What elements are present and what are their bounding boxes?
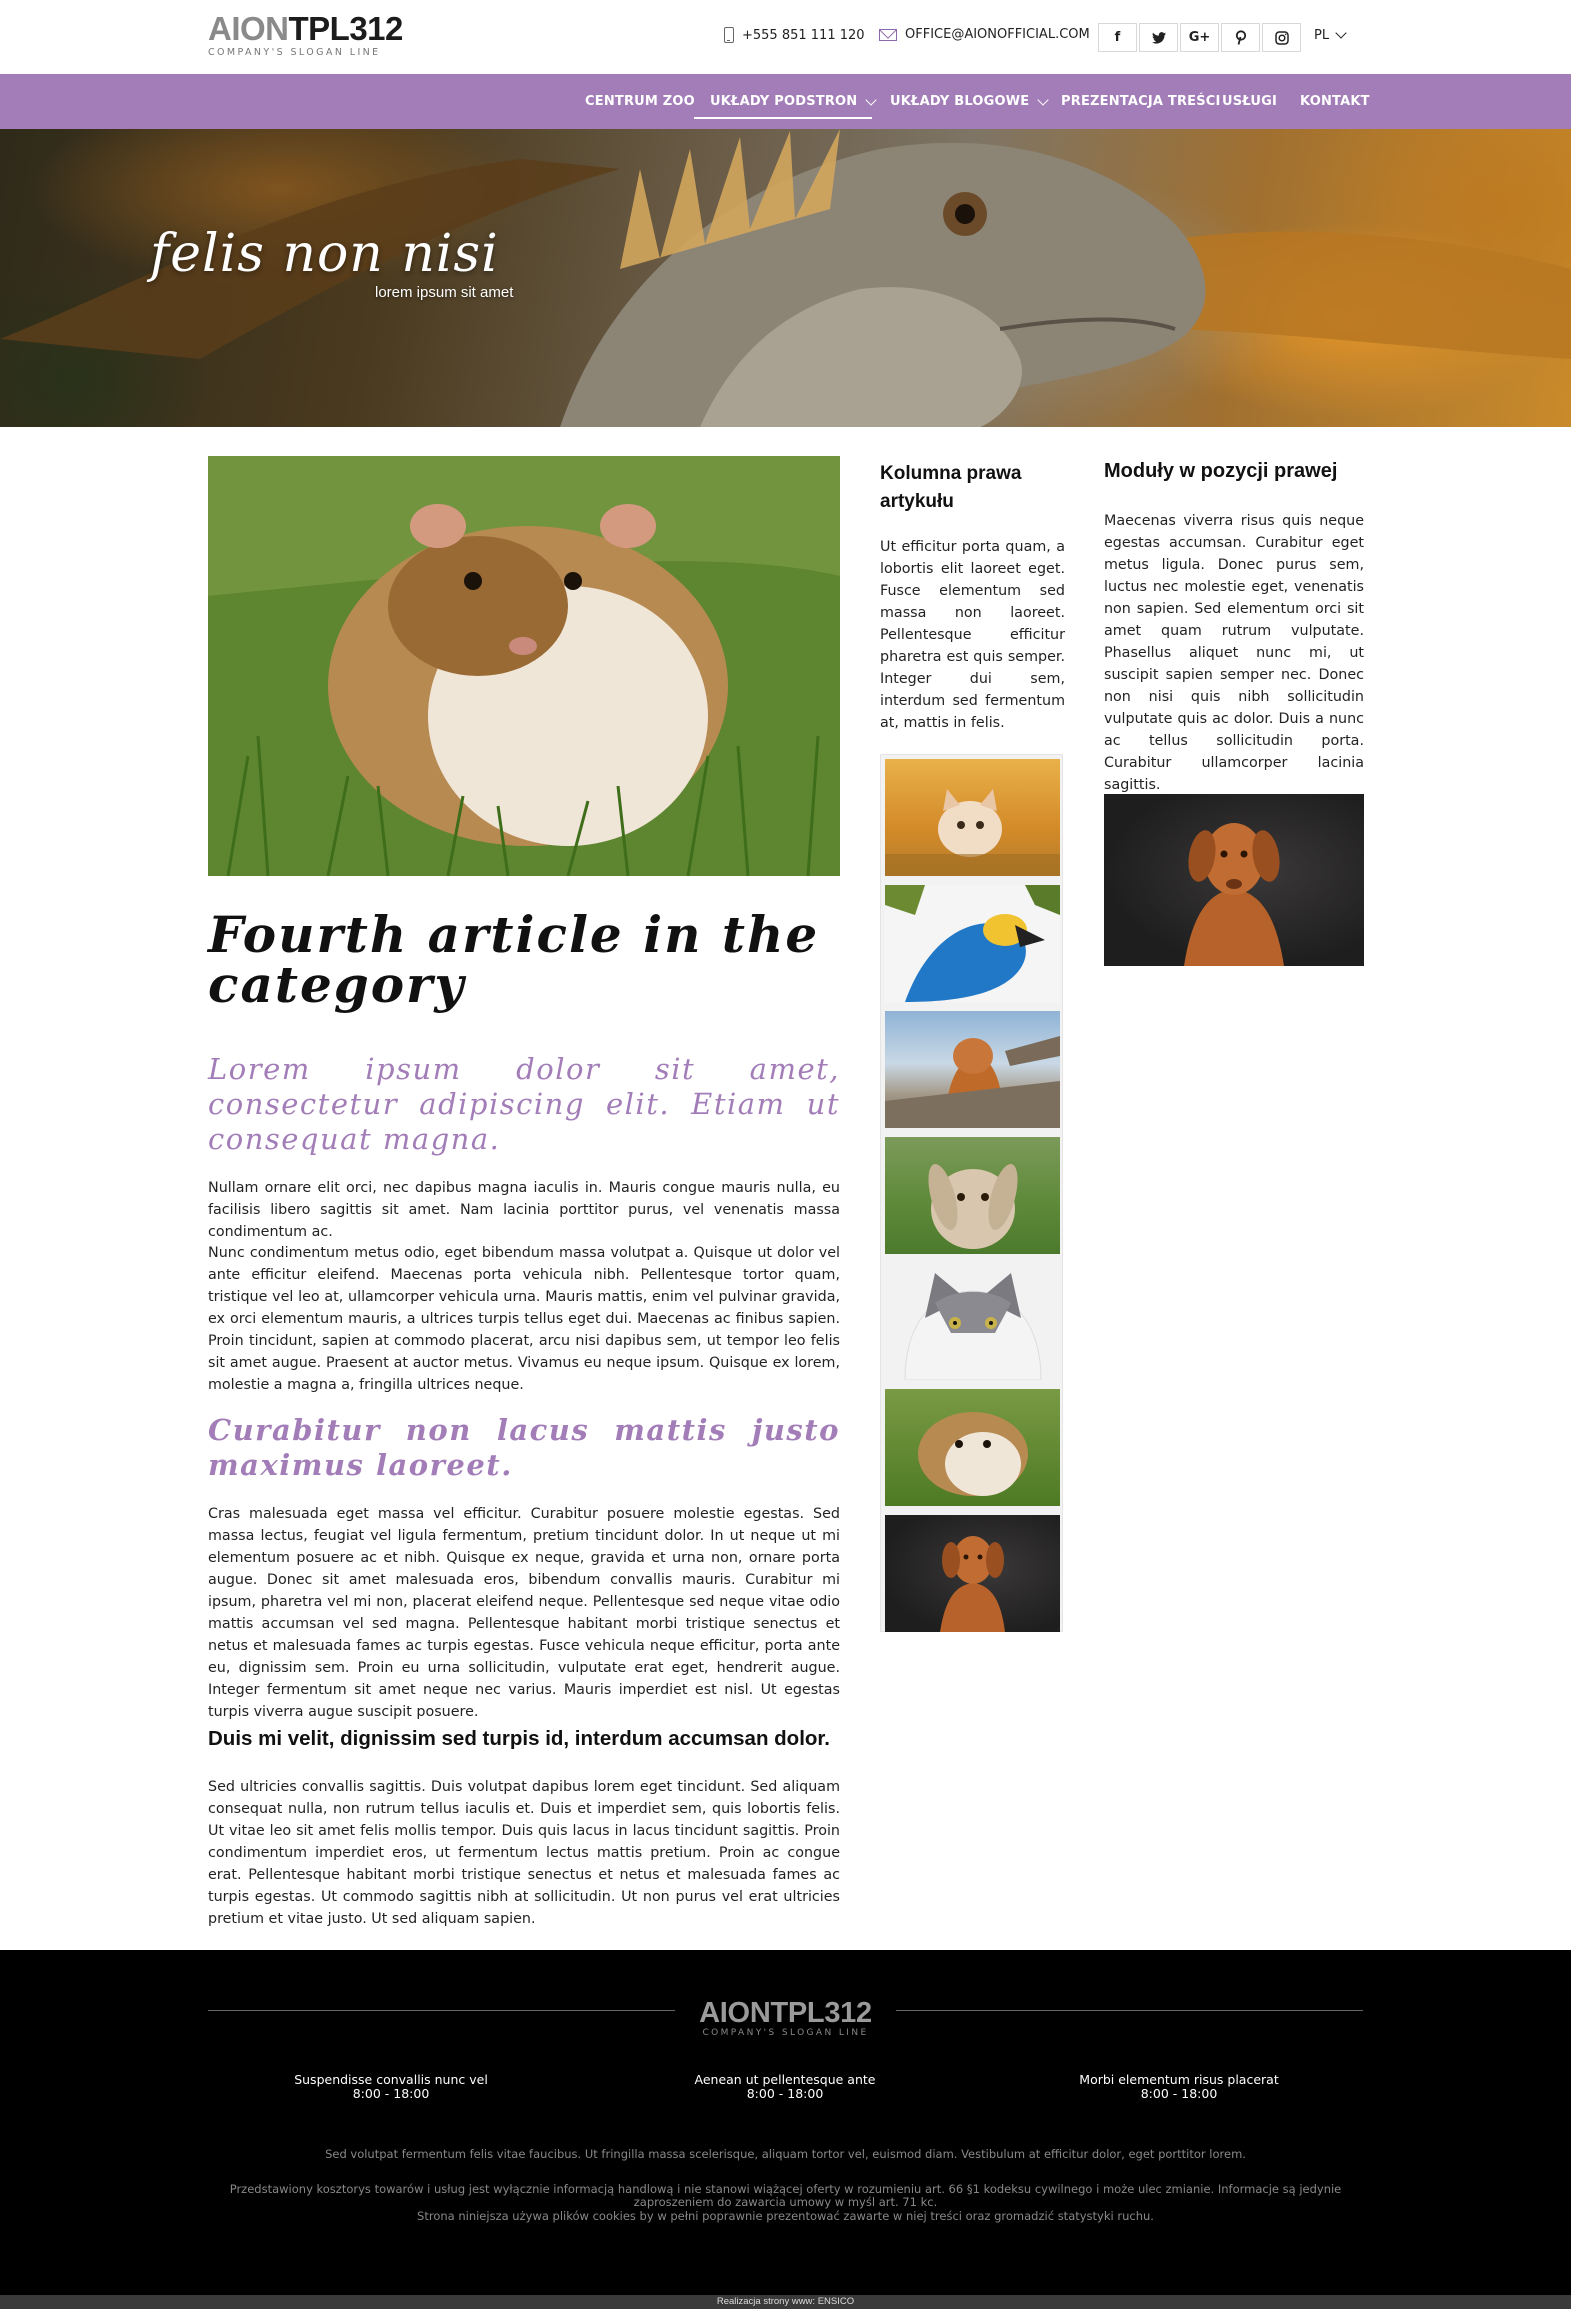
gallery-thumb-cat[interactable] — [885, 1263, 1060, 1380]
nav-item-prezentacja-tresci[interactable] — [1061, 74, 1221, 129]
nav-label: USŁUGI — [1222, 94, 1278, 109]
logo-text — [208, 12, 403, 46]
gallery-thumb-guinea-pig[interactable] — [885, 1389, 1060, 1506]
article-subheading-bold: Duis mi velit, dignissim sed turpis id, interdum accumsan dolor. — [208, 1727, 830, 1750]
nav-item-uslugi[interactable] — [1222, 74, 1277, 129]
footer-credit[interactable]: Realizacja strony www: ENSICO — [0, 2295, 1571, 2309]
chevron-down-icon — [866, 94, 877, 105]
phone-number: +555 851 111 120 — [742, 27, 865, 43]
footer-legal-text: Przedstawiony kosztorys towarów i usług jest wyłącznie informacją handlową i nie stanowi wiążącej oferty w rozumieniu art. 66 §1 kodeksu cywilnego i może ulec zmianie. Informacje są jedynie zaproszeniem do zawarcia umowy w myśl art. 71 kc. — [229, 2182, 1342, 2209]
top-header — [0, 0, 1571, 74]
image-gallery — [880, 754, 1063, 1632]
footer-column-title: Suspendisse convallis nunc vel — [294, 2072, 488, 2087]
article-image-guinea-pig — [208, 456, 840, 876]
right-module-title: Moduły w pozycji prawej — [1104, 460, 1338, 482]
footer-logo[interactable] — [0, 1998, 1571, 2038]
contact-email[interactable] — [879, 27, 1090, 42]
nav-label: UKŁADY PODSTRON — [710, 94, 858, 109]
hero-subtitle: lorem ipsum sit amet — [375, 284, 514, 301]
article-subheading: Curabitur non lacus mattis justo maximus laoreet. — [208, 1413, 840, 1482]
article-paragraph-4: Sed ultricies convallis sagittis. Duis volutpat dapibus lorem eget tincidunt. Sed aliquam consequat nulla, non rutrum tellus iaculis et. Duis et imperdiet sem, quis lobortis felis. Ut vitae leo sit amet felis mollis tempor. Duis quis lacus in lacus tincidunt sagittis. Proin condimentum imperdiet eros, ut fermentum lectus mattis pretium. Proin ac congue erat. Pellentesque habitant morbi tristique senectus et netus et malesuada fames ac turpis egestas. Ut commodo sagittis nibh at sollicitudin. Ut non purus vel erat ultricies pretium et vitae justo. Ut sed aliquam sapien. — [208, 1779, 840, 1927]
mail-icon — [879, 29, 897, 41]
footer-column-title: Aenean ut pellentesque ante — [694, 2072, 876, 2087]
pinterest-icon[interactable] — [1221, 23, 1260, 52]
language-label: PL — [1314, 28, 1330, 43]
article-title: Fourth article in the category — [208, 905, 820, 1014]
footer-column-title: Morbi elementum risus placerat — [1079, 2072, 1279, 2087]
article-paragraph-3: Cras malesuada eget massa vel efficitur. Curabitur posuere molestie egestas. Sed massa lectus, feugiat vel ligula fermentum, pretium tincidunt dolor. In ut neque ut mi elementum posuere ac et nibh. Quisque ex neque, gravida et urna non, ornare porta augue. Donec sit amet malesuada eros, bibendum convallis mauris. Curabitur mi ipsum, pharetra vel mi non, placerat eleifend neque. Pellentesque sed neque vitae odio mattis accumsan vel sed magna. Pellentesque habitant morbi tristique senectus et netus et malesuada fames ac turpis egestas. Fusce vehicula neque efficitur, porta ante eu, dignissim sem. Proin eu urna sollicitudin, vulputate erat eget, hendrerit augue. Integer fermentum sit amet neque nec varius. Mauris imperdiet est nisl. Ut egestas turpis viverra augue suscipit posuere. — [208, 1506, 840, 1720]
footer-column-hours: 8:00 - 18:00 — [1140, 2086, 1218, 2101]
email-address: OFFICE@AIONOFFICIAL.COM — [905, 27, 1090, 42]
hero-banner — [0, 129, 1571, 427]
nav-item-uklady-podstron[interactable] — [710, 74, 875, 129]
facebook-icon[interactable]: f — [1098, 23, 1137, 52]
middle-column-text: Ut efficitur porta quam, a lobortis elit laoreet eget. Fusce elementum sed massa non laoreet. Pellentesque efficitur pharetra est quis semper. Integer dui sem, interdum sed fermentum at, mattis in felis. — [880, 539, 1065, 731]
footer-column-3 — [999, 2073, 1359, 2101]
twitter-icon[interactable] — [1139, 23, 1178, 52]
nav-label: KONTAKT — [1300, 94, 1370, 109]
nav-item-kontakt[interactable] — [1300, 74, 1370, 129]
article-lead: Lorem ipsum dolor sit amet, consectetur adipiscing elit. Etiam ut consequat magna. — [208, 1052, 840, 1156]
phone-icon — [724, 27, 734, 43]
logo-part-a: AION — [208, 10, 289, 47]
chevron-down-icon — [1038, 94, 1049, 105]
logo-part-b: TPL312 — [288, 10, 403, 47]
article-paragraph-1: Nullam ornare elit orci, nec dapibus magna iaculis in. Mauris congue mauris nulla, eu facilisis libero sagittis sit amet. Nam lacinia porttitor purus, vel venenatis massa condimentum ac. — [208, 1180, 840, 1240]
gallery-thumb-dog[interactable] — [885, 1515, 1060, 1632]
nav-item-centrum-zoo[interactable] — [585, 74, 695, 129]
middle-column-title: Kolumna prawa artykułu — [880, 463, 1022, 512]
footer-column-1 — [211, 2073, 571, 2101]
site-footer — [0, 1950, 1571, 2295]
gallery-thumb-puppy[interactable] — [885, 1011, 1060, 1128]
footer-column-2 — [605, 2073, 965, 2101]
google-plus-icon[interactable]: G+ — [1180, 23, 1219, 52]
footer-column-hours: 8:00 - 18:00 — [352, 2086, 430, 2101]
footer-logo-slogan: COMPANY'S SLOGAN LINE — [702, 2028, 869, 2038]
gallery-thumb-kitten[interactable] — [885, 759, 1060, 876]
logo-slogan: COMPANY'S SLOGAN LINE — [208, 47, 381, 58]
footer-cookies-text: Strona niniejsza używa plików cookies by w pełni poprawnie prezentować zawarte w niej treści oraz gromadzić statystyki ruchu. — [417, 2209, 1154, 2223]
footer-column-hours: 8:00 - 18:00 — [746, 2086, 824, 2101]
nav-label: UKŁADY BLOGOWE — [890, 94, 1030, 109]
nav-label: CENTRUM ZOO — [585, 94, 695, 109]
language-selector[interactable] — [1314, 28, 1345, 43]
gallery-thumb-rabbit[interactable] — [885, 1137, 1060, 1254]
social-links — [1098, 23, 1301, 52]
chevron-down-icon — [1335, 27, 1346, 38]
site-logo[interactable] — [208, 12, 403, 58]
right-module-text: Maecenas viverra risus quis neque egestas accumsan. Curabitur eget metus ligula. Donec purus sem, luctus nec molestie eget, venenatis non sapien. Sed elementum orci sit amet quam rutrum vulputate. Phasellus aliquet nunc mi, ut suscipit sapien semper nec. Donec non nisi quis nibh sollicitudin vulputate quis ac dolor. Duis a nunc ac tellus sollicitudin porta. Curabitur ullamcorper lacinia sagittis. — [1104, 513, 1364, 793]
gallery-thumb-parrot[interactable] — [885, 885, 1060, 1002]
active-nav-indicator — [694, 117, 872, 119]
hero-title: felis non nisi — [150, 224, 499, 284]
footer-logo-text: AIONTPL312 — [699, 1997, 872, 2029]
nav-label: PREZENTACJA TREŚCI — [1061, 94, 1221, 109]
article-paragraph-2: Nunc condimentum metus odio, eget bibendum massa volutpat a. Quisque ut dolor vel ante efficitur eleifend. Maecenas porta vehicula nibh. Pellentesque tortor quam, tristique vel leo at, ullamcorper vehicula urna. Mauris mattis, enim vel pulvinar gravida, ex orci elementum mauris, a ultrices turpis tellus eget dui. Maecenas ac finibus sapien. Proin tincidunt, sapien at commodo placerat, arcu nisi dapibus sem, ut tempor leo felis sit amet augue. Praesent at auctor metus. Vivamus eu neque ipsum. Quisque ex lorem, molestie a magna a, fringilla ultrices neque. — [208, 1245, 840, 1393]
right-module-image-dog — [1104, 794, 1364, 966]
contact-phone[interactable] — [724, 27, 865, 43]
footer-text: Sed volutpat fermentum felis vitae faucibus. Ut fringilla massa scelerisque, aliquam tortor vel, euismod diam. Vestibulum at efficitur dolor, eget porttitor lorem. — [325, 2147, 1246, 2161]
nav-item-uklady-blogowe[interactable] — [890, 74, 1047, 129]
instagram-icon[interactable] — [1262, 23, 1301, 52]
main-nav — [0, 74, 1571, 129]
